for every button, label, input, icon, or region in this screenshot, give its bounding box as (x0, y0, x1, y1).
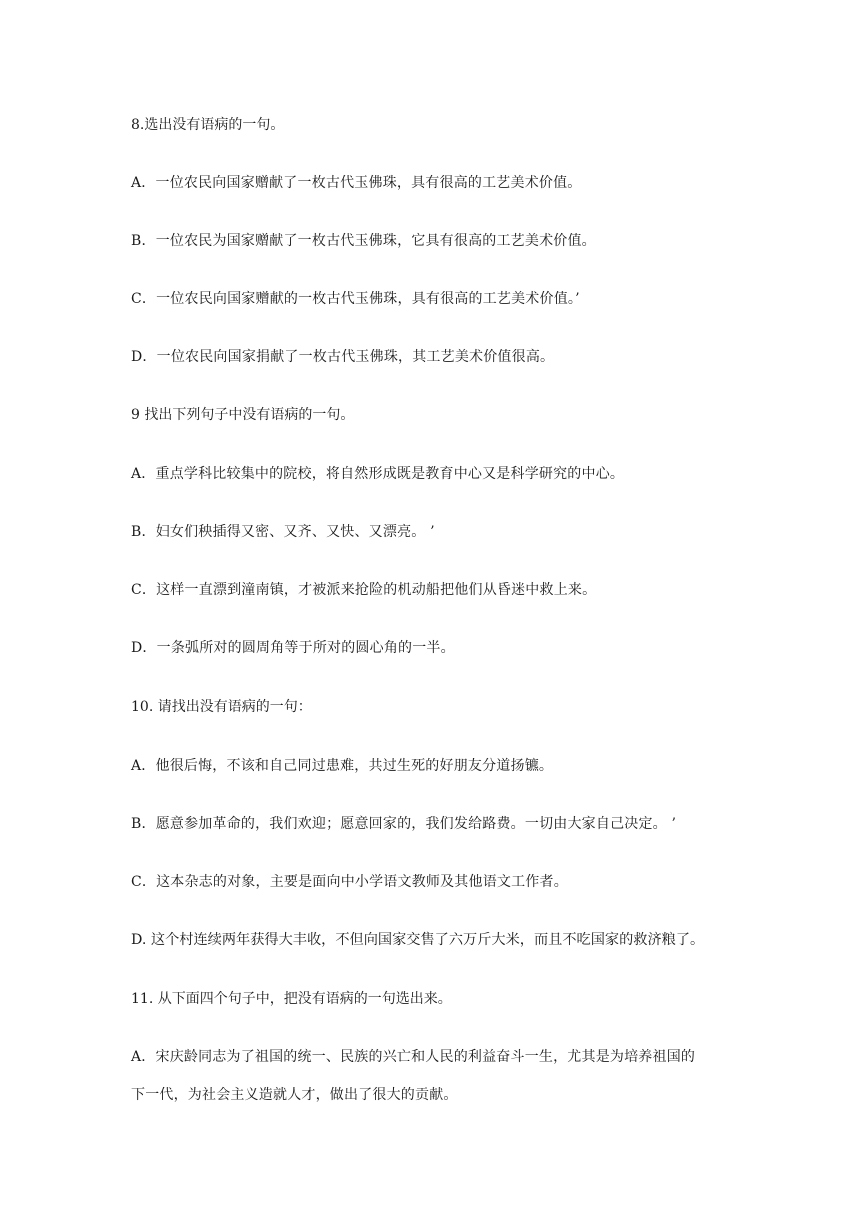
question-10-option-c: C．这本杂志的对象，主要是面向中小学语文教师及其他语文工作者。 (131, 874, 568, 890)
question-8-option-a: A．一位农民向国家赠献了一枚古代玉佛珠，具有很高的工艺美术价值。 (131, 175, 582, 191)
question-8-option-b: B．一位农民为国家赠献了一枚古代玉佛珠，它具有很高的工艺美术价值。 (131, 233, 596, 249)
question-8-option-c: C．一位农民向国家赠献的一枚古代玉佛珠，具有很高的工艺美术价值。’ (131, 291, 580, 307)
question-8-option-d: D．一位农民向国家捐献了一枚古代玉佛珠，其工艺美术价值很高。 (131, 349, 555, 365)
question-9-option-c: C．这样一直漂到潼南镇，才被派来抢险的机动船把他们从昏迷中救上来。 (131, 582, 597, 598)
question-10-option-a: A．他很后悔，不该和自己同过患难，共过生死的好朋友分道扬镳。 (131, 758, 554, 774)
question-9-option-b: B．妇女们秧插得又密、又齐、又快、又漂亮。 ’ (131, 524, 435, 540)
question-8-stem: 8.选出没有语病的一句。 (131, 117, 285, 133)
question-11-option-a-continued: 下一代，为社会主义造就人才，做出了很大的贡献。 (131, 1087, 458, 1103)
question-10-option-d: D. 这个村连续两年获得大丰收，不但向国家交售了六万斤大米，而且不吃国家的救济粮了。 (131, 932, 705, 948)
question-11-stem: 11. 从下面四个句子中，把没有语病的一句选出来。 (131, 991, 452, 1007)
question-9-option-d: D．一条弧所对的圆周角等于所对的圆心角的一半。 (131, 640, 455, 656)
question-10-option-b: B．愿意参加革命的，我们欢迎；愿意回家的，我们发给路费。一切由大家自己决定。 ’ (131, 816, 677, 832)
question-11-option-a: A．宋庆龄同志为了祖国的统一、民族的兴亡和人民的利益奋斗一生，尤其是为培养祖国的 (131, 1049, 696, 1065)
question-9-option-a: A．重点学科比较集中的院校，将自然形成既是教育中心又是科学研究的中心。 (131, 466, 625, 482)
question-9-stem: 9 找出下列句子中没有语病的一句。 (131, 407, 355, 423)
question-10-stem: 10. 请找出没有语病的一句： (131, 699, 312, 715)
